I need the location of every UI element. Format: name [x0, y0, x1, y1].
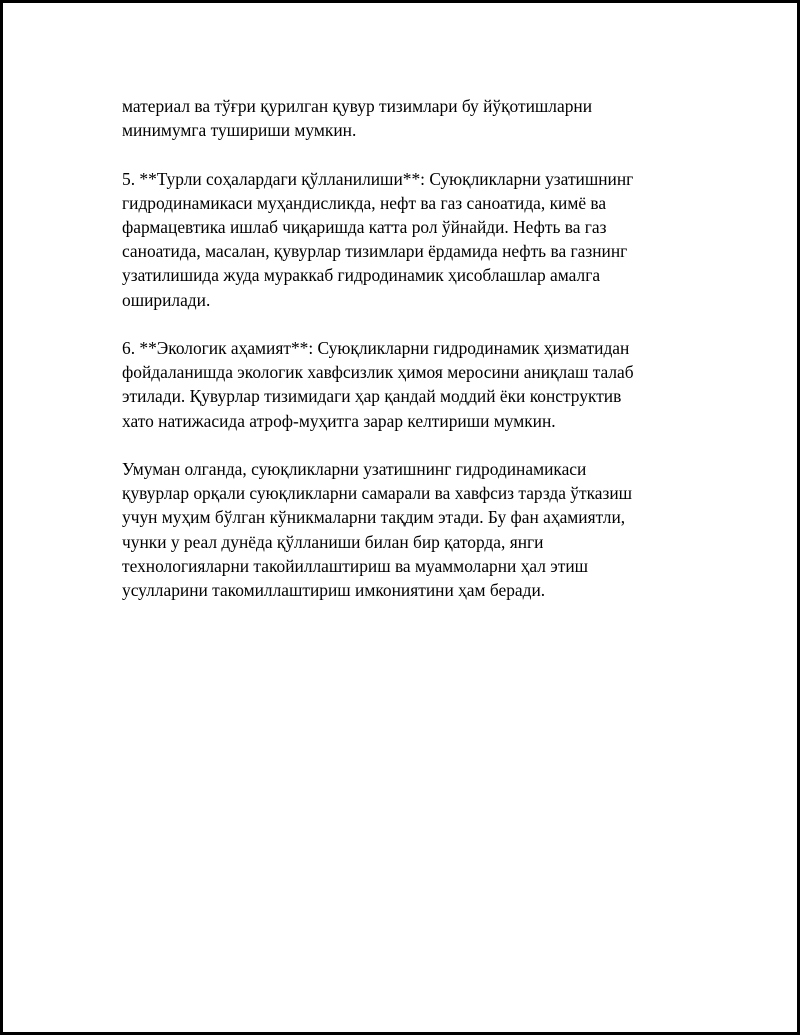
- document-body: [122, 94, 697, 626]
- text-line: гидродинамикаси муҳандисликда, нефт ва газ саноатида, кимё ва: [122, 192, 607, 213]
- text-line: минимумга тушириши мумкин.: [122, 120, 357, 141]
- paragraph-point-6: [122, 336, 697, 433]
- text-line: саноатида, масалан, қувурлар тизимлари ёрдамида нефть ва газнинг: [122, 241, 628, 262]
- text-line: материал ва тўғри қурилган қувур тизимлари бу йўқотишларни: [122, 96, 593, 116]
- text-line: фармацевтика ишлаб чиқаришда катта рол ўйнайди. Нефть ва газ: [122, 217, 607, 237]
- paragraph-point-5: [122, 167, 697, 312]
- text-line: 6. **Экологик аҳамият**: Суюқликларни гидродинамик ҳизматидан: [122, 338, 630, 358]
- text-line: чунки у реал дунёда қўлланиши билан бир қаторда, янги: [122, 531, 544, 552]
- text-line: технологияларни такойиллаштириш ва муаммоларни ҳал этиш: [122, 555, 589, 576]
- text-line: қувурлар орқали суюқликларни самарали ва хавфсиз тарзда ўтказиш: [122, 483, 633, 504]
- paragraph-intro-continuation: [122, 94, 697, 142]
- text-line: фойдаланишда экологик хавфсизлик ҳимоя меросини аниқлаш талаб: [122, 362, 634, 383]
- text-line: учун муҳим бўлган кўникмаларни тақдим этади. Бу фан аҳамиятли,: [122, 507, 626, 528]
- text-line: усулларини такомиллаштириш имкониятини ҳам беради.: [122, 580, 546, 601]
- text-line: Умуман олганда, суюқликларни узатишнинг гидродинамикаси: [122, 459, 587, 479]
- text-line: оширилади.: [122, 289, 211, 310]
- text-line: хато натижасида атроф-муҳитга зарар келтириши мумкин.: [122, 410, 556, 431]
- text-line: 5. **Турли соҳалардаги қўлланилиши**: Суюқликларни узатишнинг: [122, 168, 634, 189]
- text-line: узатилишида жуда мураккаб гидродинамик ҳисоблашлар амалга: [122, 265, 601, 286]
- paragraph-conclusion: [122, 457, 697, 602]
- text-line: этилади. Қувурлар тизимидаги ҳар қандай моддий ёки конструктив: [122, 386, 622, 407]
